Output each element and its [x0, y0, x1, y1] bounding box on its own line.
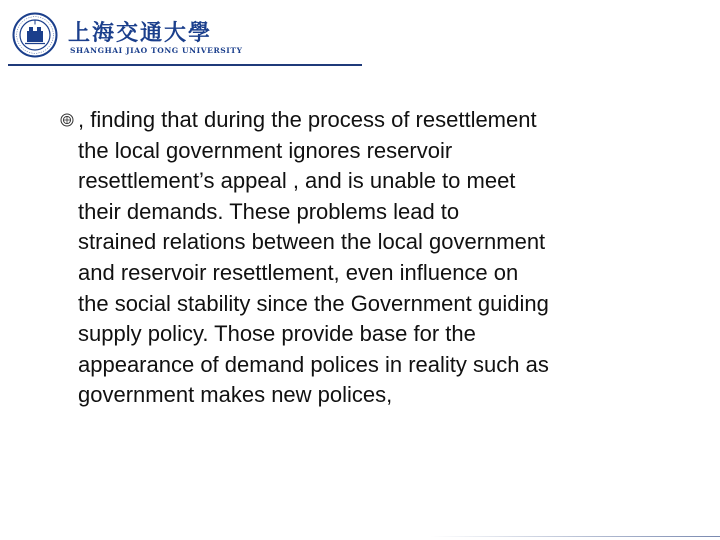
logo-chinese-name: 上海交通大學	[68, 20, 213, 46]
paragraph-line: the local government ignores reservoir	[78, 137, 453, 163]
paragraph-line: the social stability since the Government guiding	[78, 290, 549, 316]
paragraph-line: government makes new polices,	[78, 382, 393, 408]
footer-divider	[430, 536, 720, 537]
header-divider	[8, 64, 362, 66]
paragraph-line: and reservoir resettlement, even influence on	[78, 259, 519, 285]
university-seal-icon	[12, 12, 58, 58]
target-bullet-icon	[60, 113, 74, 127]
paragraph-line: strained relations between the local government	[78, 229, 546, 255]
logo-english-name: SHANGHAI JIAO TONG UNIVERSITY	[70, 46, 243, 55]
paragraph-line: their demands. These problems lead to	[78, 198, 460, 224]
university-logo	[12, 12, 243, 58]
bullet-paragraph	[78, 105, 698, 411]
paragraph-line: appearance of demand polices in reality such as	[78, 351, 549, 377]
paragraph-line: supply policy. Those provide base for the	[78, 321, 476, 347]
paragraph-line: , finding that during the process of resettlement	[78, 107, 537, 132]
paragraph-line: resettlement’s appeal , and is unable to meet	[78, 168, 516, 194]
